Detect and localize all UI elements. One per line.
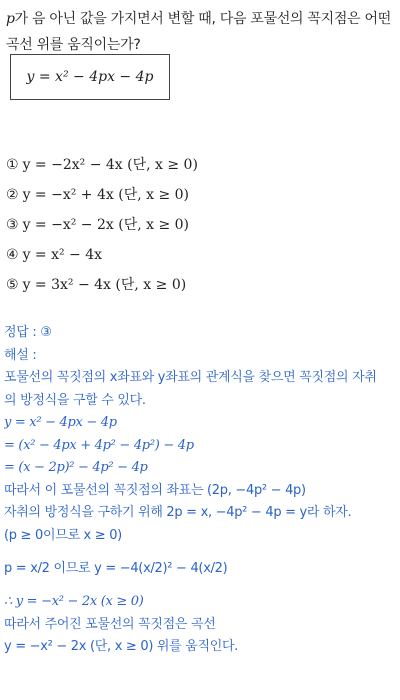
option-condition: (단, x ≥ 0) xyxy=(115,277,187,293)
option-condition: (단, x ≥ 0) xyxy=(127,157,198,173)
solution-line-3: y = x² − 4px − 4p xyxy=(4,415,117,430)
option-condition: (단, x ≥ 0) xyxy=(118,187,190,203)
option-equation: y = −2x² − 4x xyxy=(22,157,123,173)
option-equation: y = −x² − 2x xyxy=(22,217,114,233)
option-number: ④ xyxy=(6,247,19,263)
question-line-2: 곡선 위를 움직이는가? xyxy=(6,37,141,53)
option-equation: y = x² − 4x xyxy=(22,247,103,263)
solution-line-5: = (x − 2p)² − 4p² − 4p xyxy=(4,460,148,475)
question-variable: p xyxy=(6,11,15,27)
option-5 xyxy=(6,270,198,300)
question-line-1 xyxy=(6,6,394,32)
solution-line-8: (p ≥ 0이므로 x ≥ 0) xyxy=(4,527,122,543)
solution-block xyxy=(4,322,396,659)
solution-line-1: 포물선의 꼭짓점의 x좌표와 y좌표의 관계식을 찾으면 꼭짓점의 자취 xyxy=(4,370,377,385)
solution-line-10: ∴ y = −x² − 2x (x ≥ 0) xyxy=(4,594,144,609)
option-number: ② xyxy=(6,187,19,203)
solution-line-7: 자취의 방정식을 구하기 위해 2p = x, −4p² − 4p = y라 하자. xyxy=(4,505,352,520)
question-text-1: 가 음 아닌 값을 가지면서 변할 때, 다음 포물선의 꼭지점은 어떤 xyxy=(14,11,391,27)
option-number: ⑤ xyxy=(6,277,19,293)
option-equation: y = 3x² − 4x xyxy=(22,277,111,293)
solution-line-2: 의 방정식을 구할 수 있다. xyxy=(4,392,146,408)
solution-line-4: = (x² − 4px + 4p² − 4p²) − 4p xyxy=(4,437,194,453)
option-equation: y = −x² + 4x xyxy=(22,187,114,203)
solution-line-11: 따라서 주어진 포물선의 꼭짓점은 곡선 xyxy=(4,616,216,632)
explanation-label: 해설 : xyxy=(4,347,37,363)
equation-box: y = x² − 4px − 4p xyxy=(10,54,170,100)
answer-label: 정답 : ③ xyxy=(4,325,52,340)
solution-line-9: p = x/2 이므로 y = −4(x/2)² − 4(x/2) xyxy=(4,561,228,576)
option-2 xyxy=(6,180,198,210)
option-4 xyxy=(6,240,198,270)
option-number: ③ xyxy=(6,217,19,233)
option-3 xyxy=(6,210,198,240)
solution-line-6: 따라서 이 포물선의 꼭짓점의 좌표는 (2p, −4p² − 4p) xyxy=(4,482,306,498)
question-text xyxy=(6,6,394,58)
options-list xyxy=(6,150,198,300)
solution-line-12: y = −x² − 2x (단, x ≥ 0) 위를 움직인다. xyxy=(4,639,239,654)
option-condition: (단, x ≥ 0) xyxy=(118,217,190,233)
option-1 xyxy=(6,150,198,180)
option-number: ① xyxy=(6,157,19,173)
